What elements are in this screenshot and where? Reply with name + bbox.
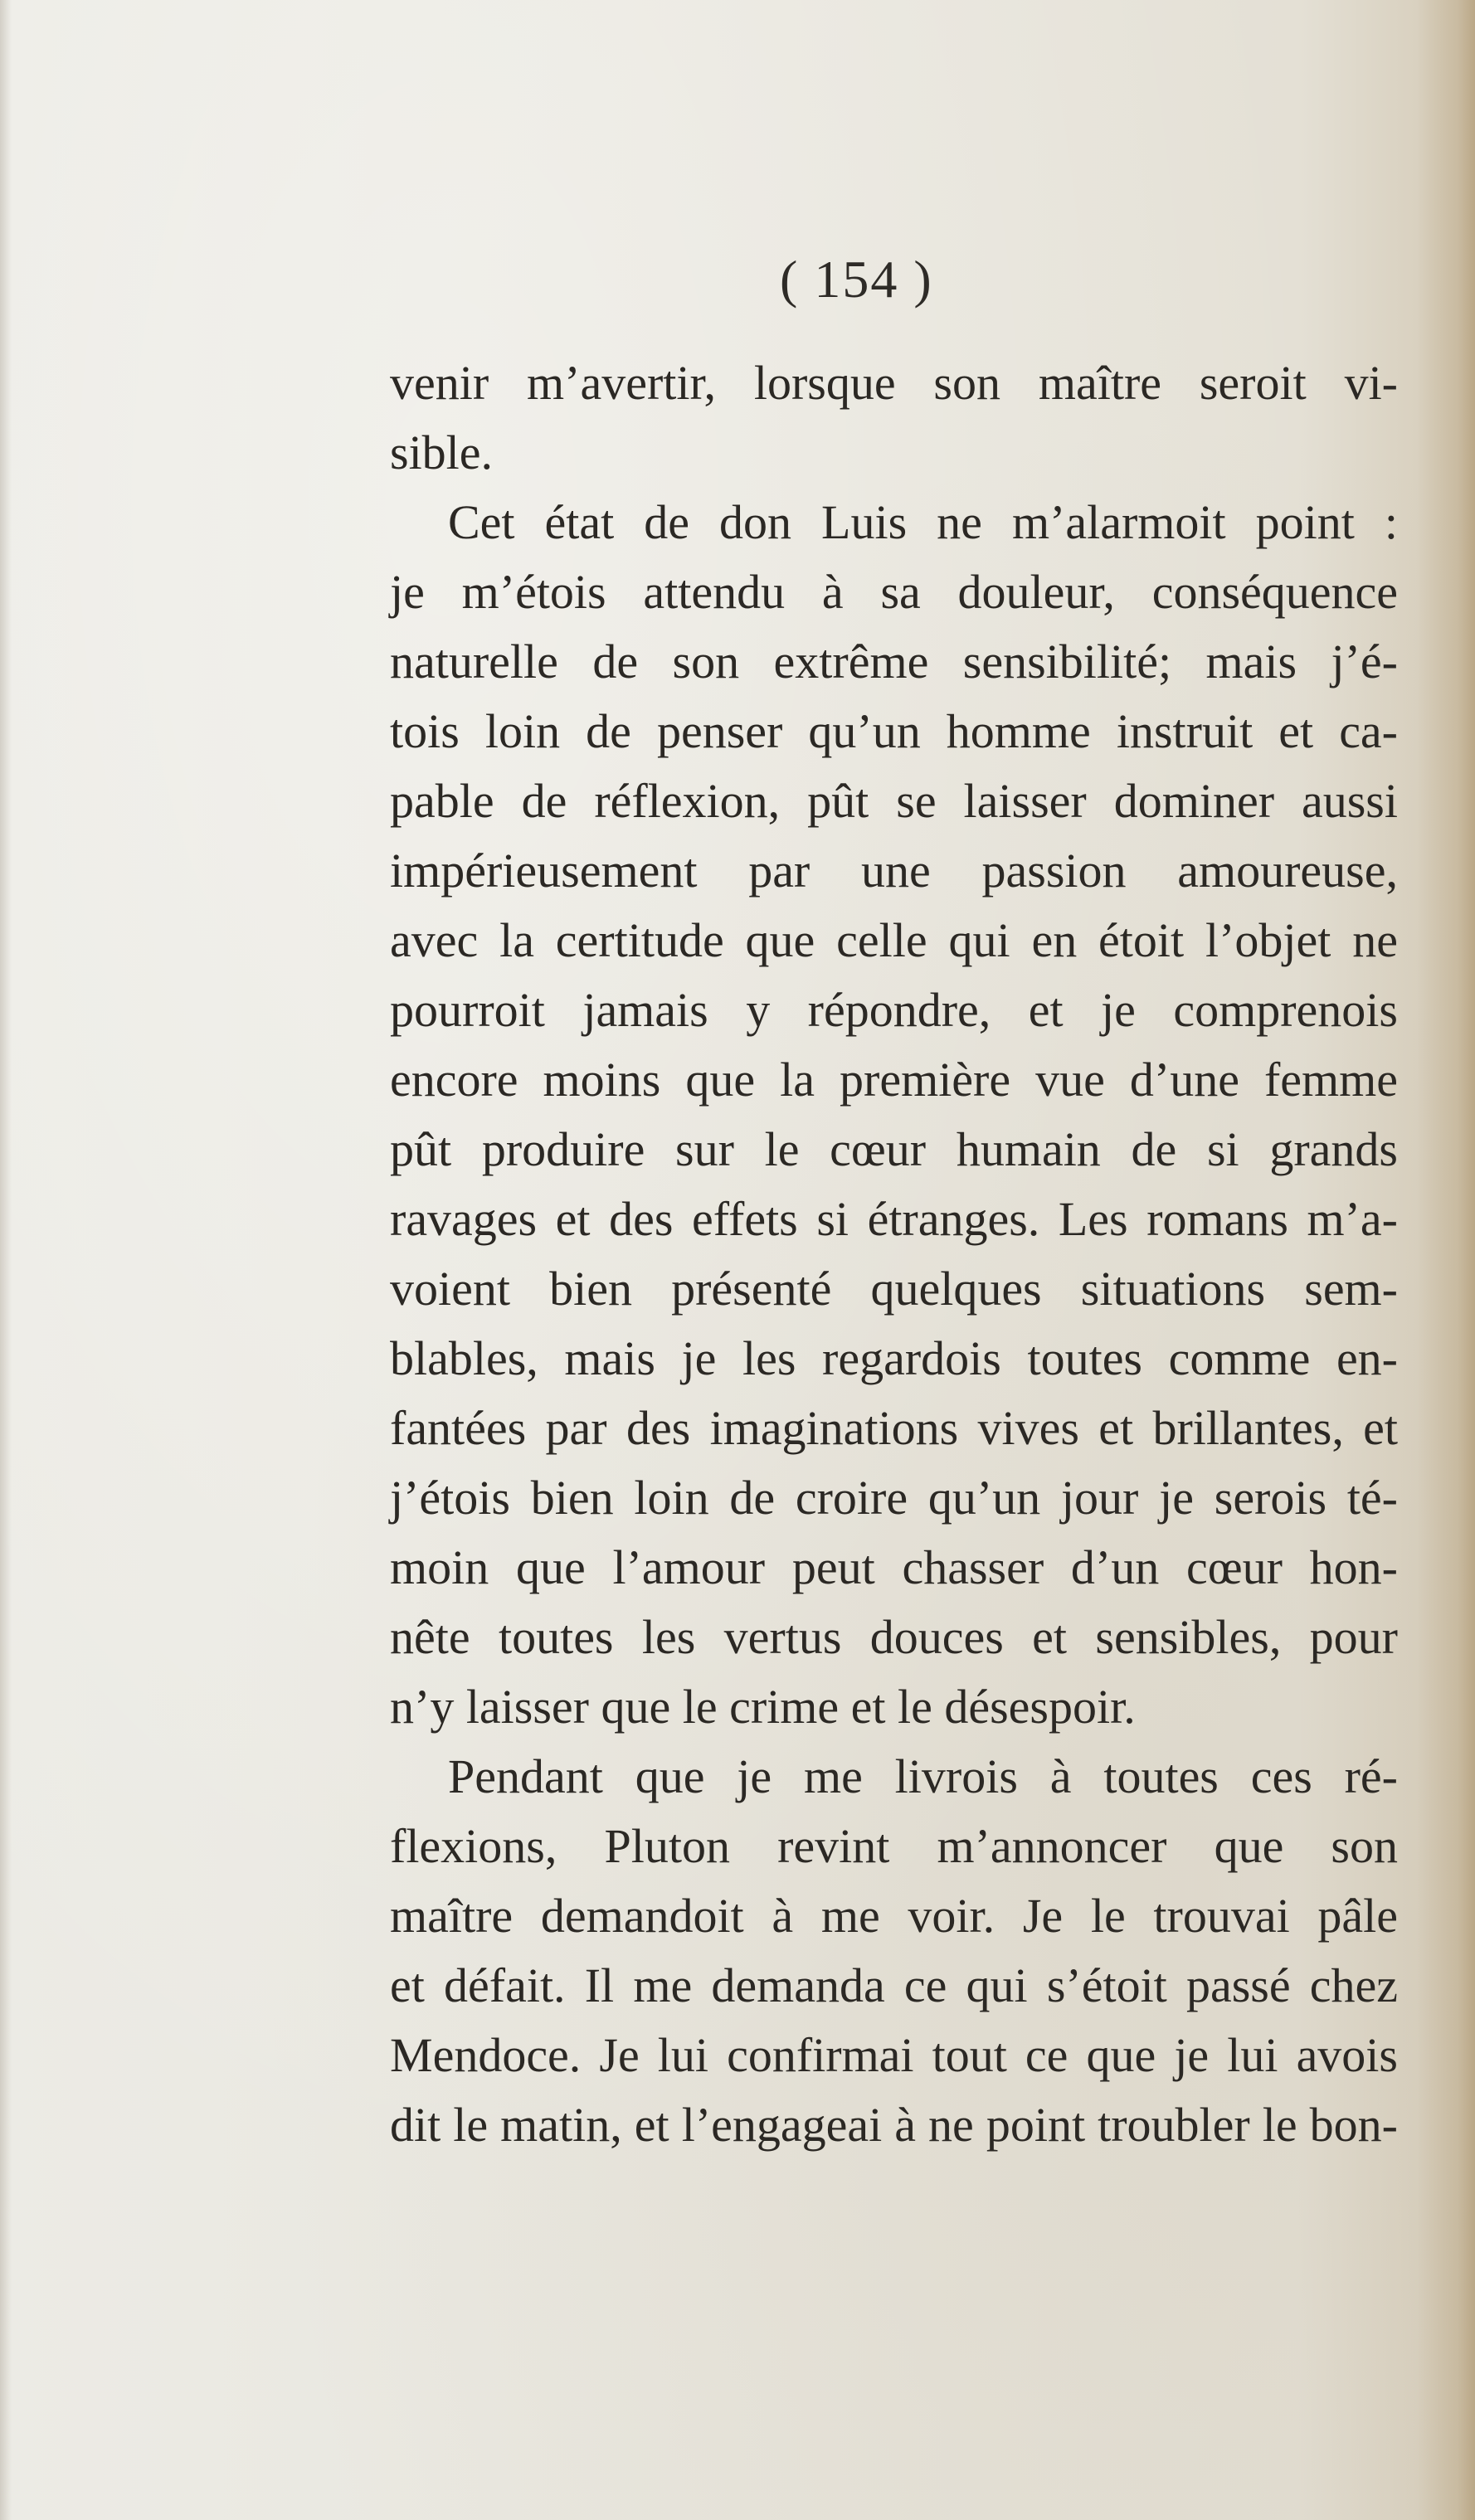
text-line: venir m’avertir, lorsque son maître seroit vi-	[390, 356, 1398, 410]
text-line: pût produire sur le cœur humain de si grands	[390, 1122, 1398, 1176]
binding-gutter-shadow	[1417, 0, 1475, 2520]
text-line: impérieusement par une passion amoureuse,	[390, 844, 1398, 898]
text-line: dit le matin, et l’engageai à ne point troubler le bon-	[390, 2098, 1398, 2152]
text-line: encore moins que la première vue d’une femme	[390, 1053, 1398, 1107]
text-line: Cet état de don Luis ne m’alarmoit point :	[448, 495, 1398, 549]
text-line: blables, mais je les regardois toutes comme en-	[390, 1331, 1398, 1385]
text-line: voient bien présenté quelques situations sem-	[390, 1262, 1398, 1316]
text-line: moin que l’amour peut chasser d’un cœur hon-	[390, 1540, 1398, 1594]
text-line: je m’étois attendu à sa douleur, conséquence	[390, 565, 1398, 619]
text-line: naturelle de son extrême sensibilité; mais j’é-	[390, 635, 1398, 688]
body-text	[390, 348, 1398, 2160]
text-line: Pendant que je me livrois à toutes ces ré-	[448, 1749, 1398, 1803]
page-number: ( 154 )	[780, 250, 933, 309]
text-line: n’y laisser que le crime et le désespoir.	[390, 1680, 1136, 1734]
text-line: nête toutes les vertus douces et sensibles, pour	[390, 1610, 1398, 1664]
text-line: pourroit jamais y répondre, et je comprenois	[390, 983, 1398, 1037]
text-line: sible.	[390, 426, 494, 479]
text-line: pable de réflexion, pût se laisser dominer aussi	[390, 774, 1398, 828]
text-line: ravages et des effets si étranges. Les romans m’a-	[390, 1192, 1398, 1246]
text-line: Mendoce. Je lui confirmai tout ce que je lui avois	[390, 2028, 1398, 2082]
text-line: et défait. Il me demanda ce qui s’étoit passé chez	[390, 1958, 1398, 2012]
text-line: flexions, Pluton revint m’annoncer que son	[390, 1819, 1398, 1873]
text-line: tois loin de penser qu’un homme instruit et ca-	[390, 704, 1398, 758]
text-line: fantées par des imaginations vives et brillantes, et	[390, 1401, 1398, 1455]
page-left-edge	[0, 0, 12, 2520]
text-line: avec la certitude que celle qui en étoit l’objet ne	[390, 913, 1398, 967]
text-line: j’étois bien loin de croire qu’un jour je serois té-	[390, 1471, 1398, 1525]
text-line: maître demandoit à me voir. Je le trouvai pâle	[390, 1889, 1398, 1943]
